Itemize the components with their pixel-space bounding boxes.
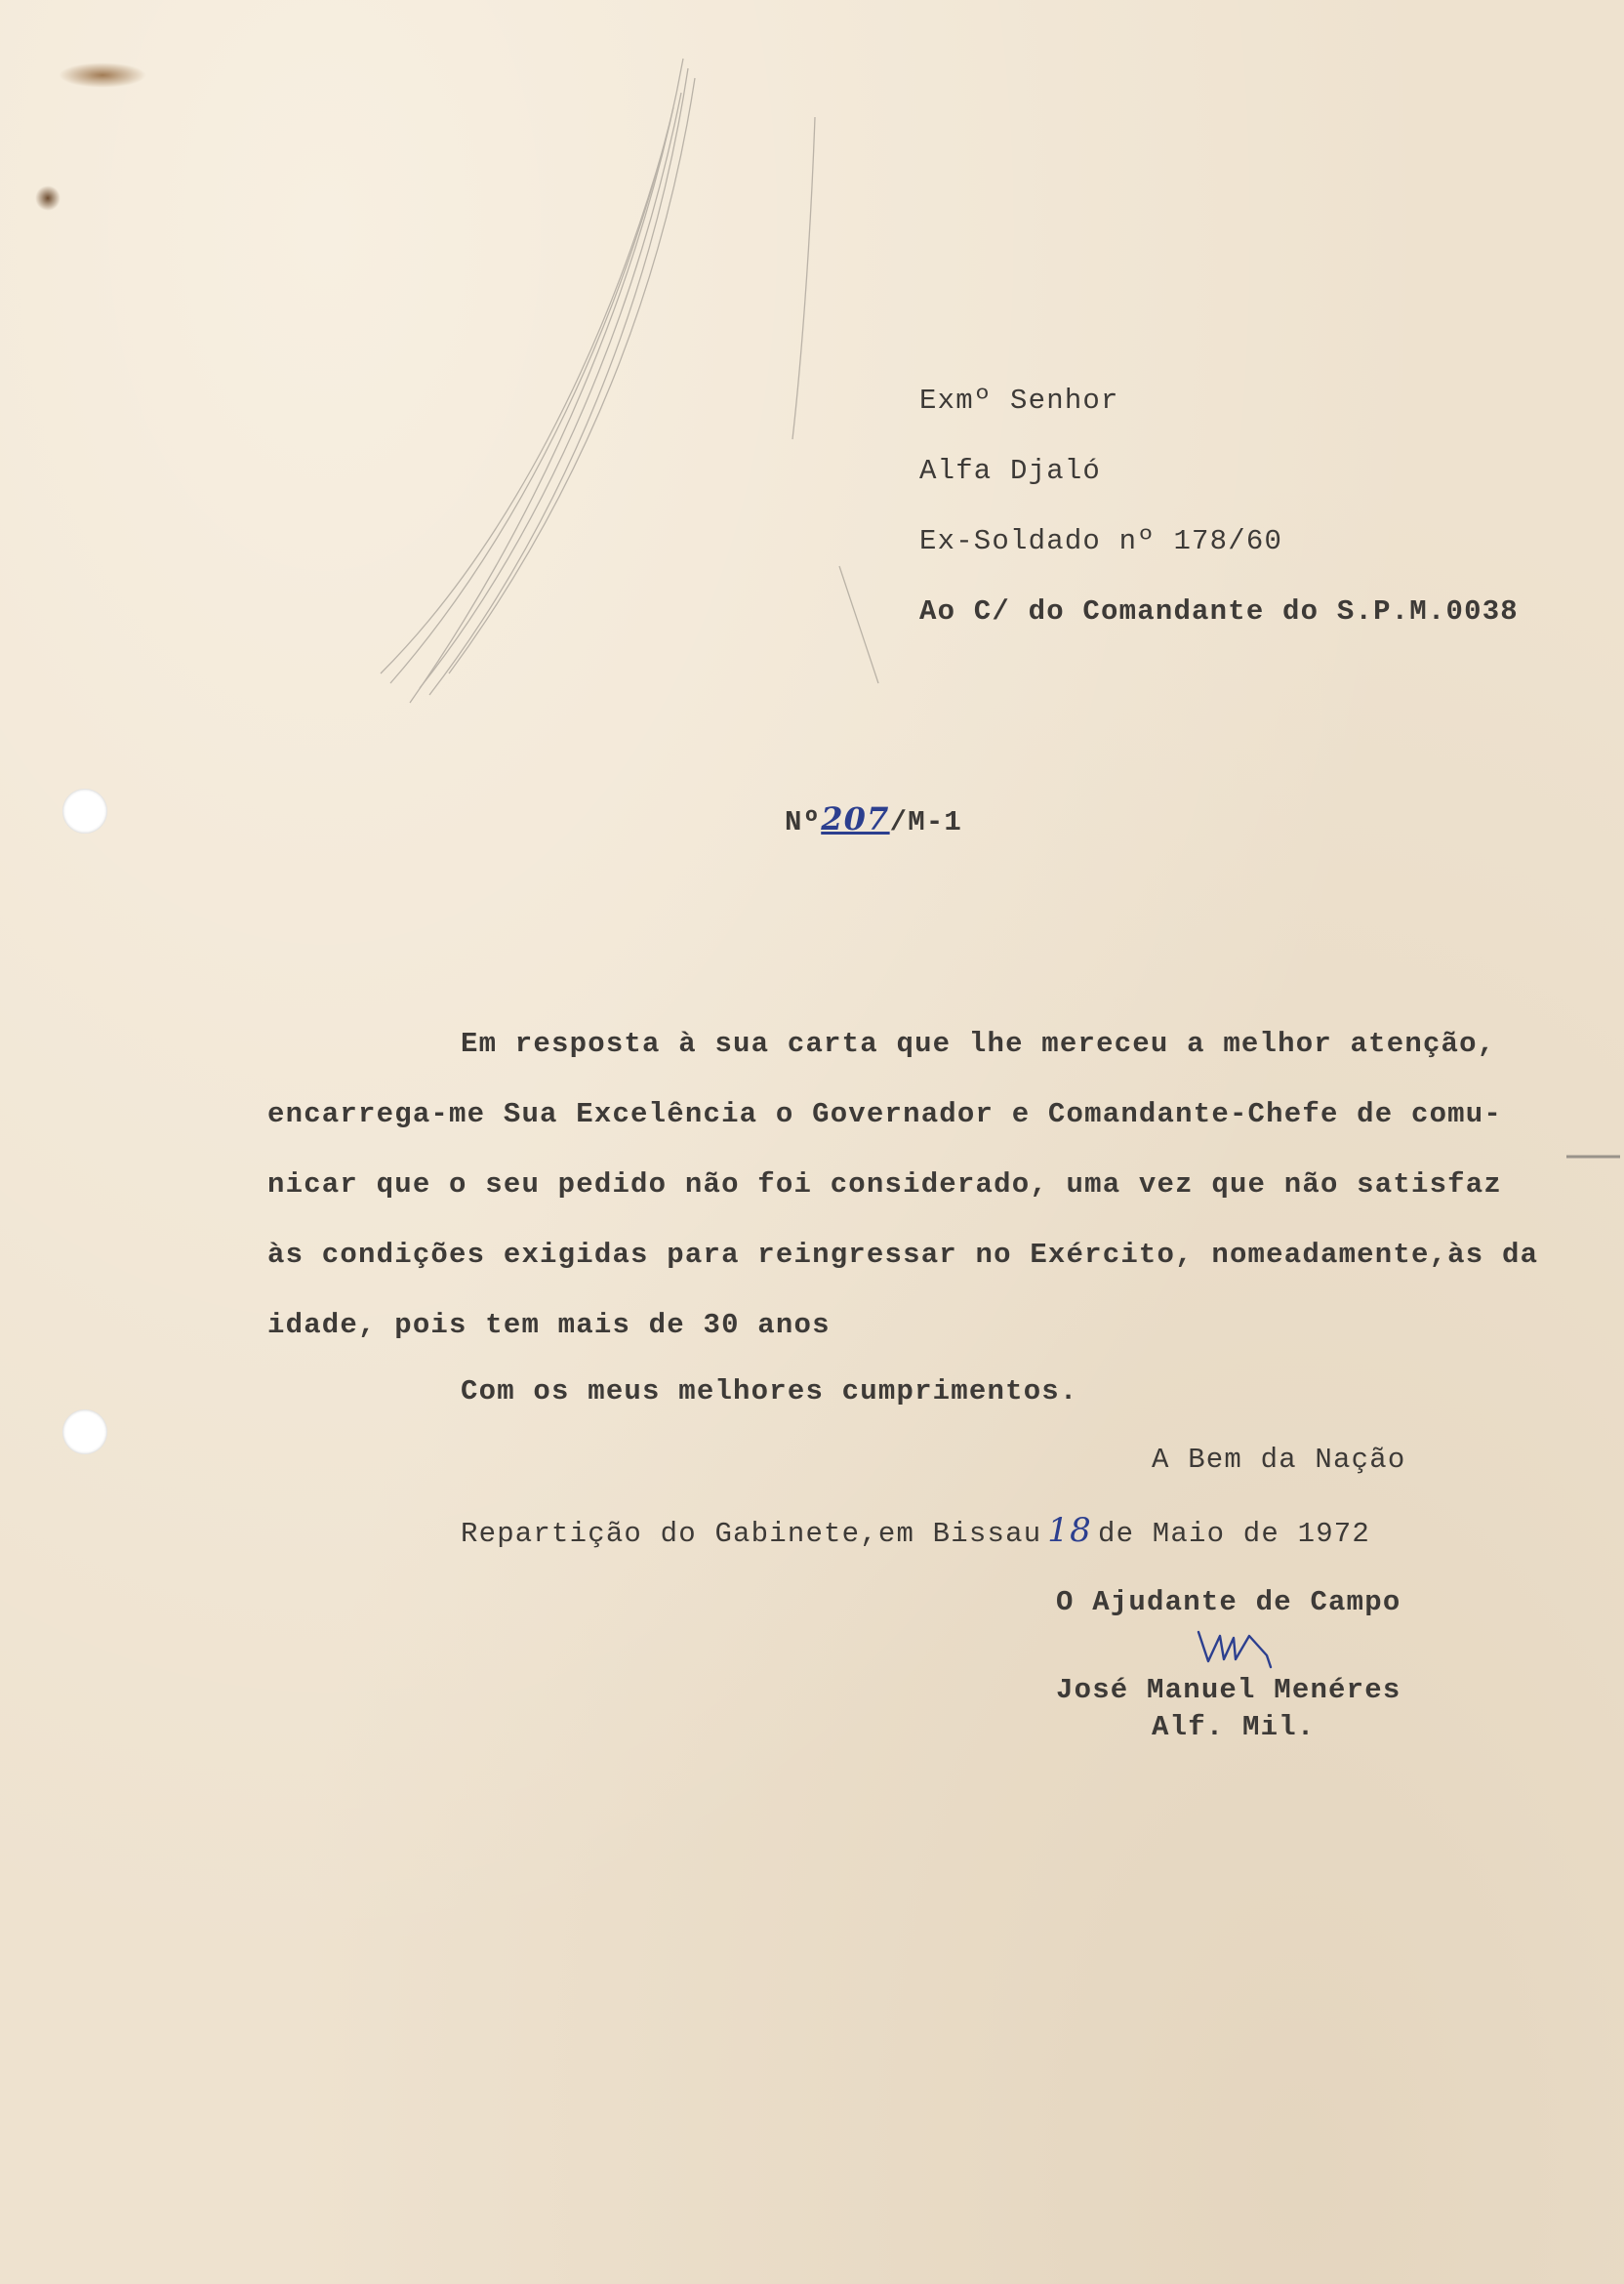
reference-suffix: /M-1 <box>889 806 963 838</box>
reference-prefix: Nº <box>785 806 822 838</box>
signatory-name: José Manuel Menéres <box>1056 1674 1401 1706</box>
date-suffix: de Maio de 1972 <box>1097 1518 1371 1550</box>
recipient-service-number: Ex-Soldado nº 178/60 <box>919 525 1283 557</box>
signatory-rank: Alf. Mil. <box>1152 1711 1316 1743</box>
signatory-role: O Ajudante de Campo <box>1056 1586 1401 1618</box>
body-line-5: idade, pois tem mais de 30 anos <box>267 1309 831 1341</box>
body-line-3: nicar que o seu pedido não foi considerado, uma vez que não satisfaz <box>267 1168 1502 1201</box>
body-line-4: às condições exigidas para reingressar no Exército, nomeadamente,às da <box>267 1239 1539 1271</box>
recipient-salutation: Exmº Senhor <box>919 385 1119 417</box>
recipient-address: Ao C/ do Comandante do S.P.M.0038 <box>919 595 1519 628</box>
reference-handwritten-number: 207 <box>821 800 890 837</box>
recipient-name: Alfa Djaló <box>919 455 1102 487</box>
handwritten-day: 18 <box>1047 1511 1092 1550</box>
body-line-2: encarrega-me Sua Excelência o Governador e Comandante-Chefe de comu- <box>267 1098 1502 1130</box>
motto: A Bem da Nação <box>1152 1444 1406 1476</box>
closing-line: Com os meus melhores cumprimentos. <box>461 1375 1078 1407</box>
body-line-1: Em resposta à sua carta que lhe mereceu a melhor atenção, <box>461 1028 1496 1060</box>
place: Repartição do Gabinete,em Bissau <box>461 1518 1042 1550</box>
